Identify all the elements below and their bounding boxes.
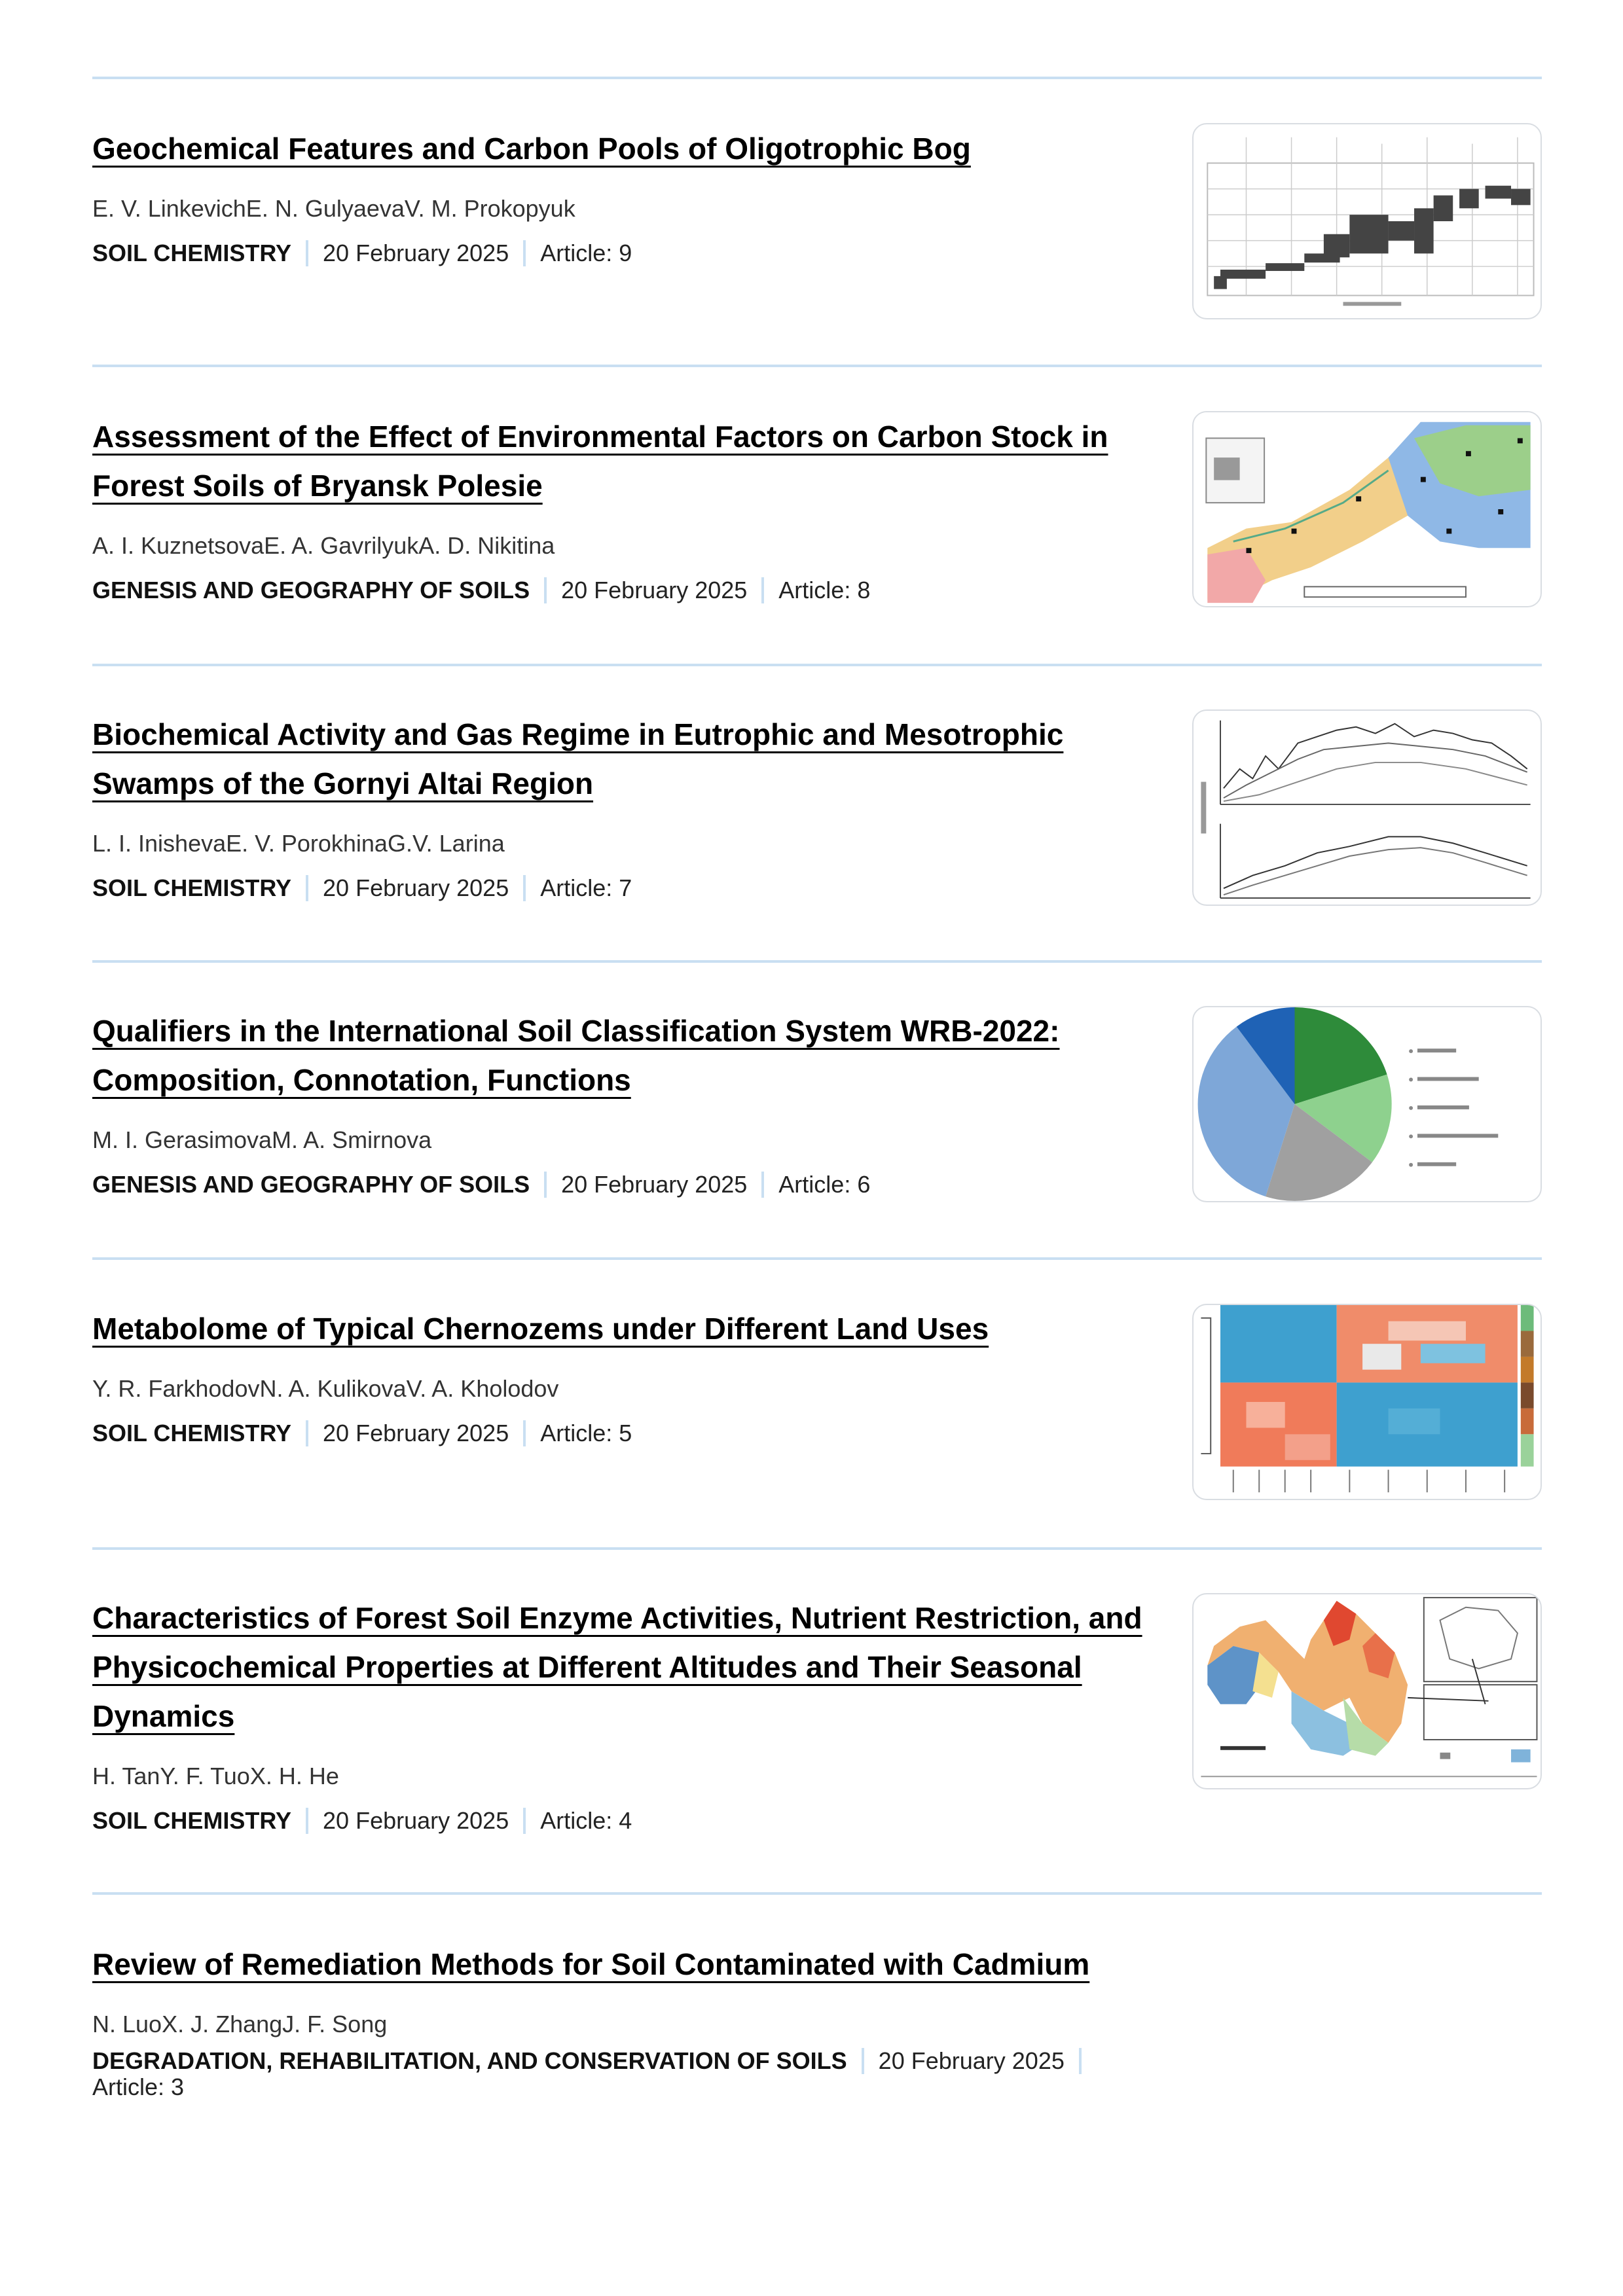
elevation-map-figure — [1194, 1594, 1541, 1788]
divider — [92, 664, 1542, 666]
article-authors: Y. R. FarkhodovN. A. KulikovaV. A. Kholodov — [92, 1375, 559, 1402]
article-thumbnail[interactable] — [1192, 411, 1542, 607]
meta-separator — [761, 577, 764, 603]
meta-separator — [523, 1808, 526, 1834]
article-authors: N. LuoX. J. ZhangJ. F. Song — [92, 2011, 388, 2037]
article-thumbnail[interactable] — [1192, 123, 1542, 319]
article-number: Article: 8 — [778, 577, 871, 603]
meta-separator — [544, 1172, 547, 1198]
journal-link[interactable]: GENESIS AND GEOGRAPHY OF SOILS — [92, 1171, 530, 1198]
journal-link[interactable]: DEGRADATION, REHABILITATION, AND CONSERVATION OF SOILS — [92, 2047, 847, 2074]
divider — [92, 365, 1542, 367]
journal-link[interactable]: SOIL CHEMISTRY — [92, 240, 292, 266]
meta-separator — [306, 875, 308, 901]
article-title-link[interactable]: Review of Remediation Methods for Soil Contaminated with Cadmium — [92, 1947, 1090, 1981]
article-authors: M. I. GerasimovaM. A. Smirnova — [92, 1126, 432, 1153]
article-item — [92, 1940, 1542, 2100]
divider — [92, 1547, 1542, 1550]
article-number: Article: 7 — [540, 874, 632, 901]
article-meta — [92, 1806, 1159, 1835]
article-title-link[interactable]: Assessment of the Effect of Environmental Factors on Carbon Stock in Forest Soils of Bryansk Polesie — [92, 420, 1108, 503]
article-authors: A. I. KuznetsovaE. A. GavrilyukA. D. Nikitina — [92, 532, 555, 559]
article-title-link[interactable]: Geochemical Features and Carbon Pools of Oligotrophic Bog — [92, 132, 971, 166]
meta-separator — [306, 240, 308, 266]
article-title-link[interactable]: Metabolome of Typical Chernozems under Different Land Uses — [92, 1312, 989, 1346]
publication-date: 20 February 2025 — [561, 577, 748, 603]
publication-date: 20 February 2025 — [561, 1171, 748, 1198]
publication-date: 20 February 2025 — [323, 1420, 509, 1446]
publication-date: 20 February 2025 — [878, 2047, 1065, 2074]
meta-separator — [1079, 2048, 1082, 2074]
step-chart-figure — [1194, 124, 1541, 318]
journal-link[interactable]: SOIL CHEMISTRY — [92, 1807, 292, 1834]
article-meta — [92, 1170, 1159, 1199]
journal-link[interactable]: GENESIS AND GEOGRAPHY OF SOILS — [92, 577, 530, 603]
article-thumbnail[interactable] — [1192, 1304, 1542, 1500]
article-number: Article: 4 — [540, 1807, 632, 1834]
line-chart-figure — [1194, 711, 1541, 905]
meta-separator — [306, 1420, 308, 1446]
divider — [92, 1257, 1542, 1260]
article-authors: E. V. LinkevichE. N. GulyaevaV. M. Prokopyuk — [92, 195, 575, 222]
divider — [92, 77, 1542, 79]
publication-date: 20 February 2025 — [323, 874, 509, 901]
meta-separator — [761, 1172, 764, 1198]
meta-separator — [523, 875, 526, 901]
article-title-link[interactable]: Qualifiers in the International Soil Classification System WRB-2022: Composition, Connotation, Functions — [92, 1014, 1060, 1097]
article-number: Article: 6 — [778, 1171, 871, 1198]
article-thumbnail[interactable] — [1192, 1593, 1542, 1789]
meta-separator — [862, 2048, 864, 2074]
article-meta — [92, 1419, 1159, 1448]
article-meta — [92, 576, 1159, 605]
divider — [92, 960, 1542, 963]
article-number: Article: 5 — [540, 1420, 632, 1446]
publication-date: 20 February 2025 — [323, 1807, 509, 1834]
divider — [92, 1892, 1542, 1895]
article-meta — [92, 239, 1159, 268]
article-title-link[interactable]: Biochemical Activity and Gas Regime in Eutrophic and Mesotrophic Swamps of the Gornyi Altai Region — [92, 717, 1064, 800]
meta-separator — [306, 1808, 308, 1834]
article-number: Article: 9 — [540, 240, 632, 266]
publication-date: 20 February 2025 — [323, 240, 509, 266]
soil-map-figure — [1194, 412, 1541, 606]
article-authors: L. I. InishevaE. V. PorokhinaG.V. Larina — [92, 830, 505, 857]
journal-link[interactable]: SOIL CHEMISTRY — [92, 1420, 292, 1446]
article-thumbnail[interactable] — [1192, 1006, 1542, 1202]
article-thumbnail[interactable] — [1192, 709, 1542, 906]
article-title-link[interactable]: Characteristics of Forest Soil Enzyme Activities, Nutrient Restriction, and Physicochemical Properties at Different Altitudes and Their Seasonal Dynamics — [92, 1601, 1142, 1733]
heatmap-figure — [1194, 1305, 1541, 1499]
article-meta — [92, 874, 1159, 903]
meta-separator — [544, 577, 547, 603]
article-authors: H. TanY. F. TuoX. H. He — [92, 1763, 339, 1789]
article-number: Article: 3 — [92, 2073, 185, 2100]
pie-chart-figure — [1194, 1007, 1541, 1201]
meta-separator — [523, 240, 526, 266]
journal-link[interactable]: SOIL CHEMISTRY — [92, 874, 292, 901]
article-meta — [92, 2048, 1159, 2100]
meta-separator — [523, 1420, 526, 1446]
